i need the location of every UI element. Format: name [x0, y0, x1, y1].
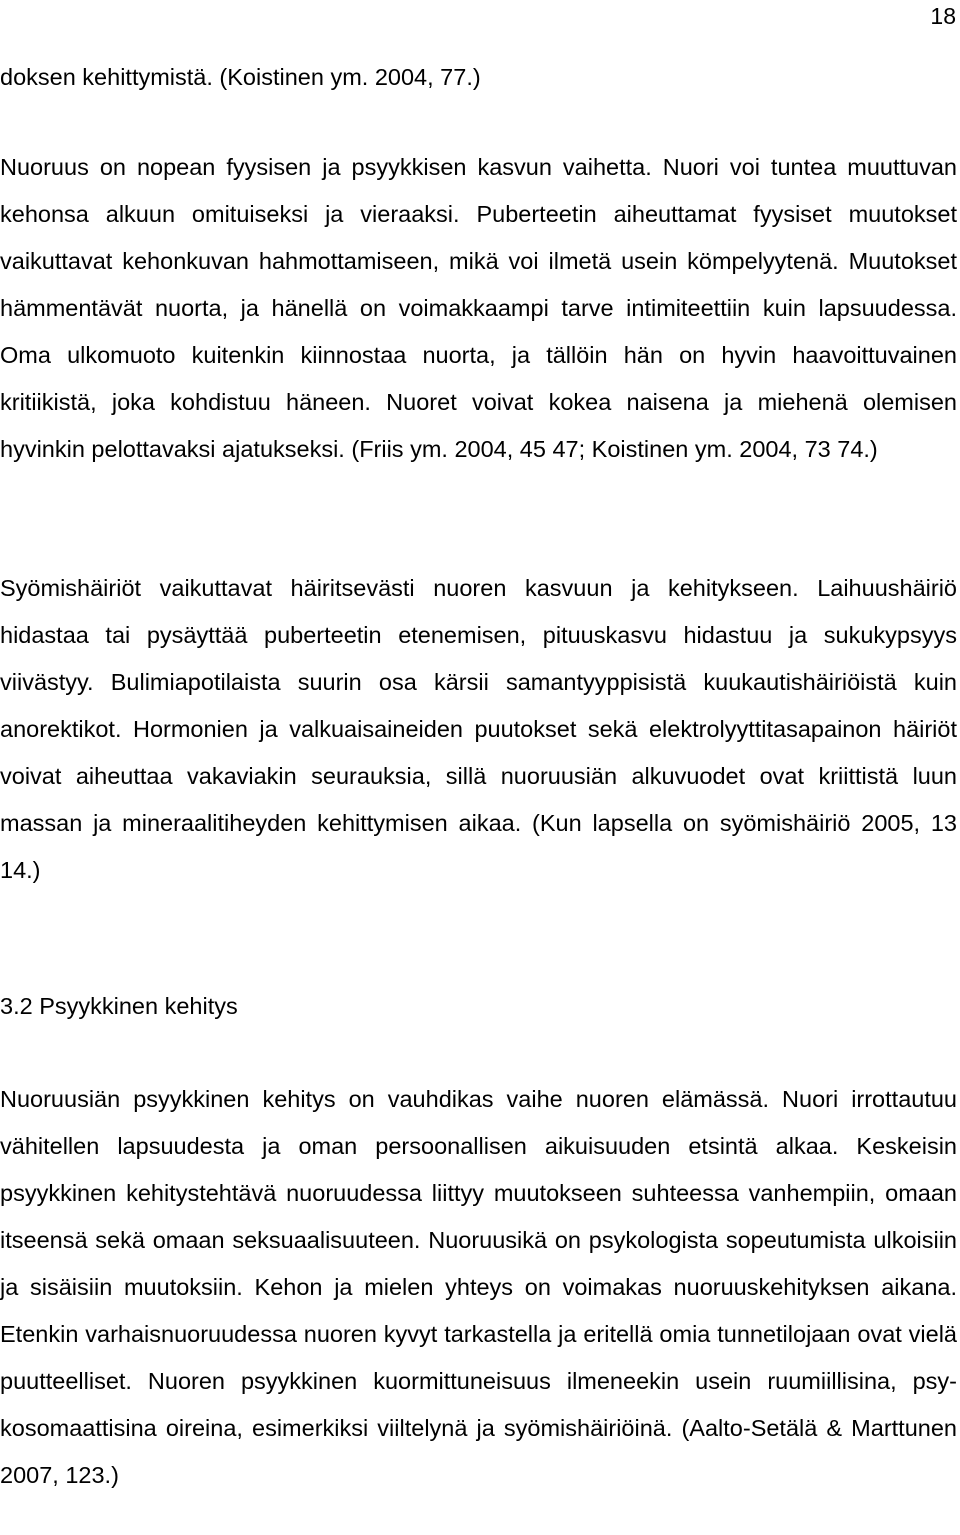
paragraph-continuation: doksen kehittymistä. (Koistinen ym. 2004, 77.) [0, 64, 481, 90]
paragraph-psychological-development: Nuoruusiän psyykkinen kehitys on vauhdikas vaihe nuoren elämässä. Nuori irrottautuu vähitellen lapsuudesta ja oman persoonallisen aikuisuuden etsintä alkaa. Keskeisin psyykkinen kehitystehtävä nuoruudessa liittyy muutokseen suhteessa vanhempiin, omaan itseensä sekä omaan seksuaalisuuteen. Nuoruusikä on psykologista sopeutumista ulkoisiin ja sisäisiin muutoksiin. Kehon ja mielen yhteys on voimakas nuoruuskehityksen aikana. Etenkin varhaisnuoruudessa nuoren kyvyt tarkastella ja eritellä omia tunnetilojaan ovat vielä puutteelliset. Nuoren psyykkinen kuormittuneisuus ilmeneekin usein ruumiillisina, psykosomaattisina oireina, esimerkiksi viiltelynä ja syömishäiriöinä. (Aalto-Setälä & Marttunen 2007, 123.) [0, 1086, 957, 1488]
paragraph-eating-disorders: Syömishäiriöt vaikuttavat häiritsevästi nuoren kasvuun ja kehitykseen. Laihuushäiriö hidastaa tai pysäyttää puberteetin etenemisen, pituuskasvu hidastuu ja sukukypsyys viivästyy. Bulimiapotilaista suurin osa kärsii samantyyppisistä kuukautishäiriöistä kuin anorektikot. Hormonien ja valkuaisaineiden puutokset sekä elektrolyyttitasapainon häiriöt voivat aiheuttaa vakaviakin seurauksia, sillä nuoruusiän alkuvuodet ovat kriittistä luun massan ja mineraalitiheyden kehittymisen aikaa. (Kun lapsella on syömishäiriö 2005, 13 14.) [0, 575, 957, 883]
section-heading: 3.2 Psyykkinen kehitys [0, 993, 238, 1019]
paragraph-physical-growth: Nuoruus on nopean fyysisen ja psyykkisen kasvun vaihetta. Nuori voi tuntea muuttuvan kehonsa alkuun omituiseksi ja vieraaksi. Puberteetin aiheuttamat fyysiset muutokset vaikuttavat kehonkuvan hahmottamiseen, mikä voi ilmetä usein kömpelyytenä. Muutokset hämmentävät nuorta, ja hänellä on voimakkaampi tarve intimiteettiin kuin lapsuudessa. Oma ulkomuoto kuitenkin kiinnostaa nuorta, ja tällöin hän on hyvin haavoittuvainen kritiikistä, joka kohdistuu häneen. Nuoret voivat kokea naisena ja miehenä olemisen hyvinkin pelottavaksi ajatukseksi. (Friis ym. 2004, 45 47; Koistinen ym. 2004, 73 74.) [0, 154, 957, 462]
page-number: 18 [930, 3, 956, 29]
